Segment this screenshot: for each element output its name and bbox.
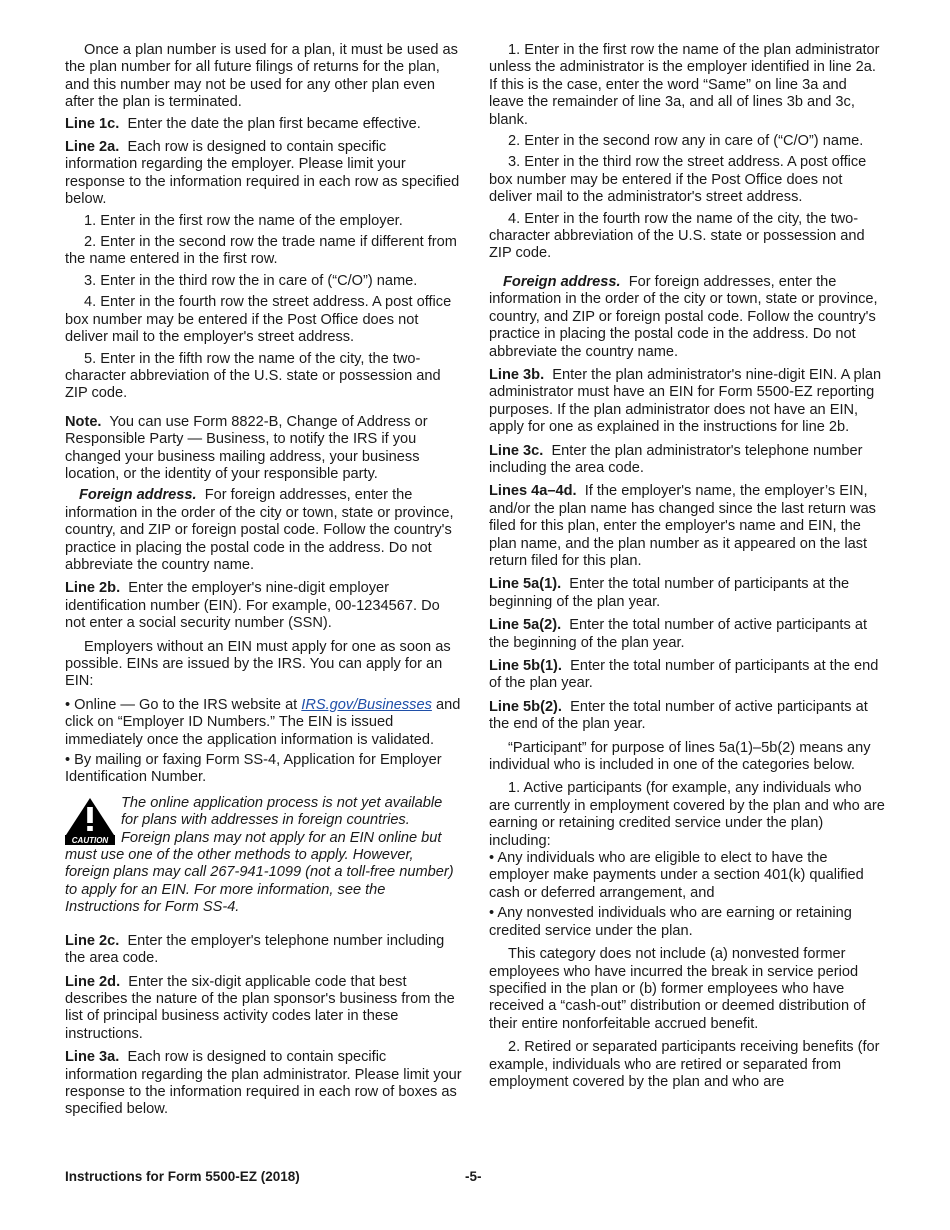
line-2c-label: Line 2c. [65, 932, 120, 949]
line-1c-label: Line 1c. [65, 115, 120, 132]
line-2a-text: Each row is designed to contain specific information regarding the employer. Please limit your response to the information required in each row as specified below. [65, 139, 460, 208]
lines-4a-4d-label: Lines 4a–4d. [489, 483, 577, 500]
line-2a-paragraph [65, 139, 462, 209]
line-2c-text: Enter the employer's telephone number including the area code. [65, 932, 445, 967]
plan-number-paragraph: Once a plan number is used for a plan, it must be used as the plan number for all future filings of returns for the plan, and this number may not be used for any other plan even after the plan is terminated. [65, 42, 458, 111]
active-bullet-nonvested-text: Any nonvested individuals who are earning or retaining credited service under the plan. [489, 905, 852, 939]
note-text: You can use Form 8822-B, Change of Address or Responsible Party — Business, to notify the IRS if you changed your business mailing address, your business location, or the identity of your responsible party. [65, 413, 428, 482]
line-3b-text: Enter the plan administrator's nine-digit EIN. A plan administrator must have an EIN for Form 5500-EZ reporting purposes. If the plan administrator does not have an EIN, apply for one as explained in the instructions for line 2b. [489, 366, 882, 436]
note-paragraph [65, 414, 462, 484]
line-3a-text: Each row is designed to contain specific information regarding the plan administrator. Please limit your response to the information required in each row of boxes as specified below. [65, 1049, 462, 1118]
caution-text: The online application process is not yet available for plans with addresses in foreign countries. Foreign plans may not apply for an EIN online but must use one of the other methods to apply. However, foreign plans may call 267-941-1099 (not a toll-free number) to apply for an EIN. For more information, see the Instructions for Form SS-4. [65, 794, 454, 916]
list-item: 4. Enter in the fourth row the name of the city, the two-character abbreviation of the U.S. state or possession and ZIP code. [489, 210, 865, 262]
caution-block [65, 795, 462, 917]
caution-icon [65, 797, 115, 845]
foreign-address-label: Foreign address. [503, 273, 621, 290]
line-2a-label: Line 2a. [65, 139, 120, 156]
line-5a2-paragraph [489, 617, 885, 652]
retired-participants-paragraph: 2. Retired or separated participants receiving benefits (for example, individuals who are retired or separated from employment covered by the plan and who are [489, 1039, 880, 1090]
foreign-address-paragraph [65, 487, 462, 574]
line-5a2-text: Enter the total number of active participants at the beginning of the plan year. [489, 617, 868, 651]
line-3b-label: Line 3b. [489, 366, 545, 383]
page-footer [65, 1168, 885, 1186]
bullet-icon: • [489, 850, 495, 867]
line-2b-label: Line 2b. [65, 580, 121, 597]
line-3c-label: Line 3c. [489, 442, 544, 459]
line-5b2-label: Line 5b(2). [489, 698, 562, 715]
left-column [65, 42, 462, 1125]
bullet-online-pre: Online — Go to the IRS website at [74, 696, 302, 713]
line-3a-paragraph [65, 1049, 462, 1119]
line-5b1-label: Line 5b(1). [489, 658, 562, 674]
line-5a1-text: Enter the total number of participants at the beginning of the plan year. [489, 576, 850, 610]
bullet-mail [65, 752, 462, 787]
line-1c-paragraph [65, 116, 462, 133]
line-2b-paragraph [65, 580, 462, 632]
active-bullet-401k-text: Any individuals who are eligible to elect to have the employer make payments under a section 401(k) qualified cash or deferred arrangement, and [489, 850, 864, 901]
list-item: 2. Enter in the second row the trade name if different from the name entered in the first row. [65, 234, 457, 268]
foreign-address-text: For foreign addresses, enter the information in the order of the city or town, state or province, country, and ZIP or foreign postal code. Follow the country's practice in placing the postal code in the address. Do not abbreviate the country name. [489, 273, 878, 360]
line-2d-text: Enter the six-digit applicable code that best describes the nature of the plan sponsor's business from the list of principal business activity codes later in these instructions. [65, 973, 455, 1042]
line-1c-text: Enter the date the plan first became effective. [127, 115, 421, 132]
foreign-address-paragraph [489, 274, 885, 361]
bullet-icon: • [65, 752, 71, 769]
line-3c-paragraph [489, 443, 885, 478]
irs-businesses-link[interactable]: IRS.gov/Businesses [301, 696, 432, 713]
bullet-online [65, 697, 462, 749]
line-5a1-label: Line 5a(1). [489, 576, 562, 593]
lines-4a-4d-text: If the employer's name, the employer’s EIN, and/or the plan name has changed since the last return was filed for this plan, enter the employer's name and EIN, the plan name, and the plan number as it appeared on the last return filed for this plan. [489, 483, 876, 569]
bullet-icon: • [489, 905, 495, 922]
line-3b-paragraph [489, 367, 885, 437]
active-bullet-nonvested [489, 905, 885, 940]
bullet-icon: • [65, 696, 71, 713]
line-2b-text: Enter the employer's nine-digit employer identification number (EIN). For example, 00-1234567. Do not enter a social security number (SSN). [65, 580, 440, 632]
line-5a1-paragraph [489, 576, 885, 611]
caution-label: CAUTION [71, 835, 109, 845]
line-5b1-text: Enter the total number of participants at the end of the plan year. [489, 658, 879, 692]
active-bullet-401k [489, 850, 885, 902]
bullet-mail-text: By mailing or faxing Form SS-4, Application for Employer Identification Number. [65, 752, 442, 786]
line-5b1-paragraph [489, 658, 885, 693]
line-3a-label: Line 3a. [65, 1049, 120, 1066]
exclusion-paragraph: This category does not include (a) nonvested former employees who have incurred the break in service period specified in the plan or (b) former employees who have received a “cash-out” distribution or deemed distribution of their entire nonforfeitable accrued benefit. [489, 946, 866, 1032]
list-item: 5. Enter in the fifth row the name of the city, the two-character abbreviation of the U.S. state or possession and ZIP code. [65, 350, 441, 402]
page-number: -5- [465, 1169, 482, 1184]
participant-paragraph: “Participant” for purpose of lines 5a(1)–5b(2) means any individual who is included in one of the categories below. [489, 739, 871, 774]
line-5b2-paragraph [489, 699, 885, 734]
list-item: 2. Enter in the second row any in care of (“C/O”) name. [508, 133, 864, 150]
line-2d-label: Line 2d. [65, 973, 121, 990]
foreign-address-label: Foreign address. [79, 487, 197, 504]
list-item: 1. Enter in the first row the name of the employer. [84, 212, 403, 229]
list-item: 3. Enter in the third row the in care of (“C/O”) name. [84, 272, 418, 289]
ein-paragraph: Employers without an EIN must apply for one as soon as possible. EINs are issued by the IRS. You can apply for an EIN: [65, 638, 451, 690]
foreign-address-text: For foreign addresses, enter the information in the order of the city or town, state or province, country, and ZIP or foreign postal code. Follow the country's practice in placing the postal code in the address. Do not abbreviate the country name. [65, 487, 454, 573]
right-column [489, 42, 885, 1091]
line-3c-text: Enter the plan administrator's telephone number including the area code. [489, 442, 863, 476]
footer-form-title: Instructions for Form 5500-EZ (2018) [65, 1169, 300, 1184]
line-2c-paragraph [65, 933, 462, 968]
bullet-online-post: and click on “Employer ID Numbers.” The EIN is issued immediately once the application information is validated. [65, 696, 461, 748]
list-item: 4. Enter in the fourth row the street address. A post office box number may be entered if the Post Office does not deliver mail to the employer's street address. [65, 294, 452, 346]
line-2d-paragraph [65, 974, 462, 1044]
list-item: 3. Enter in the third row the street address. A post office box number may be entered if the Post Office does not deliver mail to the administrator's street address. [489, 154, 867, 206]
lines-4a-4d-paragraph [489, 483, 885, 570]
note-label: Note. [65, 413, 102, 430]
active-participants-paragraph: 1. Active participants (for example, any individuals who are currently in employment covered by the plan and who are earning or retaining credited service under the plan) including: [489, 780, 885, 849]
line-5a2-label: Line 5a(2). [489, 617, 562, 634]
line-5b2-text: Enter the total number of active participants at the end of the plan year. [489, 698, 868, 733]
list-item: 1. Enter in the first row the name of the plan administrator unless the administrator is the employer identified in line 2a. If this is the case, enter the word “Same” on line 3a and leave the remainder of line 3a, and all of lines 3b and 3c, blank. [489, 42, 880, 128]
